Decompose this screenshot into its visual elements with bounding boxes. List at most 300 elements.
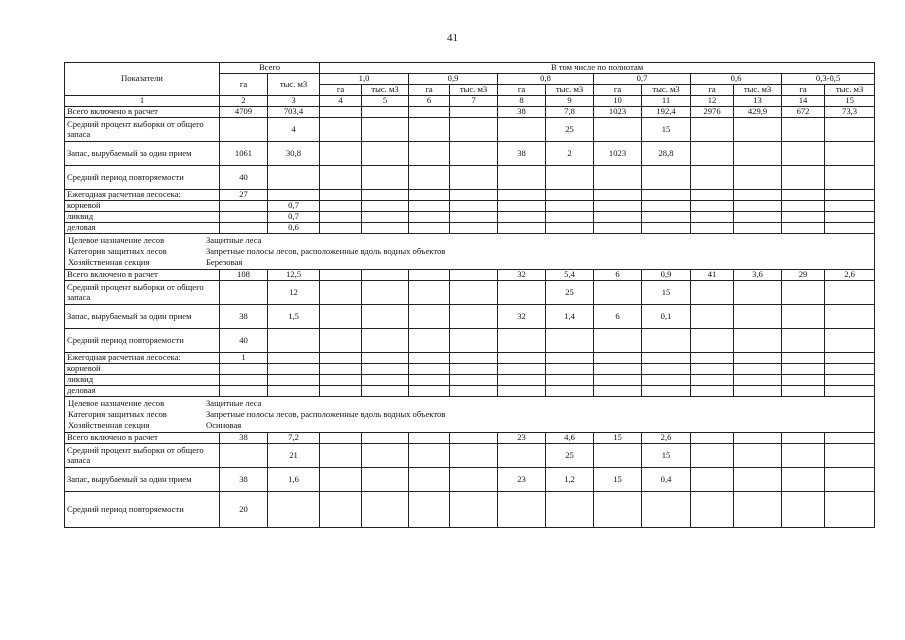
table-cell xyxy=(320,444,362,468)
table-cell xyxy=(642,212,691,223)
table-cell xyxy=(734,444,782,468)
row-label: Ежегодная расчетная лесосека: xyxy=(65,190,220,201)
table-cell xyxy=(220,375,268,386)
table-cell: 192,4 xyxy=(642,107,691,118)
table-cell: 0,4 xyxy=(642,468,691,492)
table-cell xyxy=(825,142,875,166)
row-label: корневой xyxy=(65,201,220,212)
table-cell: 32 xyxy=(498,270,546,281)
table-cell xyxy=(825,364,875,375)
table-cell xyxy=(642,329,691,353)
table-cell xyxy=(268,166,320,190)
table-cell xyxy=(546,364,594,375)
table-cell xyxy=(594,375,642,386)
header-density: 1,0 xyxy=(320,74,409,85)
table-cell xyxy=(691,201,734,212)
table-cell: 6 xyxy=(594,270,642,281)
row-label: Всего включено в расчет xyxy=(65,107,220,118)
table-row xyxy=(65,223,875,234)
table-cell: 38 xyxy=(498,107,546,118)
table-cell xyxy=(498,201,546,212)
table-cell xyxy=(362,281,409,305)
row-label: Всего включено в расчет xyxy=(65,270,220,281)
header-density: 0,8 xyxy=(498,74,594,85)
info-key: Хозяйственная секция xyxy=(68,420,150,430)
info-value: Защитные леса xyxy=(206,398,262,408)
table-cell xyxy=(642,166,691,190)
table-cell xyxy=(498,444,546,468)
table-cell: 1023 xyxy=(594,142,642,166)
table-cell xyxy=(825,353,875,364)
table-cell xyxy=(642,190,691,201)
table-cell: 2,6 xyxy=(642,433,691,444)
column-number: 15 xyxy=(825,96,875,107)
table-cell xyxy=(782,375,825,386)
row-label: Ежегодная расчетная лесосека: xyxy=(65,353,220,364)
info-key: Целевое назначение лесов xyxy=(68,398,165,408)
table-cell xyxy=(498,386,546,397)
table-cell: 4 xyxy=(268,118,320,142)
table-cell xyxy=(825,223,875,234)
row-label: Всего включено в расчет xyxy=(65,433,220,444)
table-cell xyxy=(409,353,450,364)
table-cell: 41 xyxy=(691,270,734,281)
table-cell xyxy=(220,212,268,223)
column-number: 13 xyxy=(734,96,782,107)
table-cell xyxy=(825,329,875,353)
info-line-section xyxy=(68,420,871,431)
table-cell: 429,9 xyxy=(734,107,782,118)
table-cell: 28,8 xyxy=(642,142,691,166)
table-cell xyxy=(642,375,691,386)
table-row xyxy=(65,468,875,492)
header-unit-volume: тыс. м3 xyxy=(825,85,875,96)
table-cell xyxy=(320,329,362,353)
table-cell xyxy=(782,281,825,305)
info-line-category xyxy=(68,246,871,257)
table-cell xyxy=(734,492,782,528)
table-cell xyxy=(734,201,782,212)
table-cell xyxy=(825,468,875,492)
table-row xyxy=(65,305,875,329)
header-indicators: Показатели xyxy=(65,63,220,96)
table-cell: 38 xyxy=(498,142,546,166)
header-unit-volume: тыс. м3 xyxy=(642,85,691,96)
table-cell: 12 xyxy=(268,281,320,305)
header-total: Всего xyxy=(220,63,320,74)
table-cell xyxy=(362,142,409,166)
table-cell xyxy=(594,364,642,375)
table-cell xyxy=(734,433,782,444)
table-cell: 15 xyxy=(594,433,642,444)
header-unit-ha: га xyxy=(320,85,362,96)
table-cell: 21 xyxy=(268,444,320,468)
column-number: 6 xyxy=(409,96,450,107)
table-cell xyxy=(450,468,498,492)
table-cell: 15 xyxy=(642,118,691,142)
table-cell xyxy=(498,329,546,353)
table-cell xyxy=(362,375,409,386)
table-cell: 1061 xyxy=(220,142,268,166)
table-cell xyxy=(362,166,409,190)
table-cell xyxy=(691,223,734,234)
table-cell xyxy=(734,386,782,397)
table-cell xyxy=(691,305,734,329)
table-row xyxy=(65,166,875,190)
table-cell: 20 xyxy=(220,492,268,528)
table-row xyxy=(65,433,875,444)
table-cell: 38 xyxy=(220,468,268,492)
table-cell xyxy=(594,353,642,364)
table-cell xyxy=(825,201,875,212)
table-cell xyxy=(409,433,450,444)
table-cell xyxy=(691,329,734,353)
column-number: 1 xyxy=(65,96,220,107)
table-cell: 73,3 xyxy=(825,107,875,118)
table-cell xyxy=(450,166,498,190)
table-cell xyxy=(362,118,409,142)
table-cell xyxy=(642,223,691,234)
table-cell xyxy=(320,364,362,375)
table-cell xyxy=(268,329,320,353)
table-cell xyxy=(362,492,409,528)
row-label: деловая xyxy=(65,223,220,234)
table-cell xyxy=(546,375,594,386)
table-cell xyxy=(782,433,825,444)
table-row xyxy=(65,364,875,375)
table-cell xyxy=(320,166,362,190)
table-cell xyxy=(220,223,268,234)
page-number: 41 xyxy=(447,32,458,44)
table-cell xyxy=(734,329,782,353)
table-cell xyxy=(594,386,642,397)
header-density: 0,6 xyxy=(691,74,782,85)
table-cell xyxy=(691,118,734,142)
table-cell xyxy=(546,201,594,212)
table-cell xyxy=(691,190,734,201)
table-cell: 1,2 xyxy=(546,468,594,492)
table-cell xyxy=(782,305,825,329)
table-cell: 5,4 xyxy=(546,270,594,281)
table-cell xyxy=(825,433,875,444)
table-cell xyxy=(642,386,691,397)
info-value: Запретные полосы лесов, расположенные вдоль водных объектов xyxy=(206,409,446,419)
table-cell xyxy=(782,223,825,234)
table-cell: 1,6 xyxy=(268,468,320,492)
table-cell xyxy=(450,223,498,234)
table-row xyxy=(65,375,875,386)
info-line-category xyxy=(68,409,871,420)
table-cell xyxy=(450,433,498,444)
table-cell xyxy=(409,223,450,234)
column-number: 2 xyxy=(220,96,268,107)
table-cell xyxy=(220,201,268,212)
header-density: 0,3-0,5 xyxy=(782,74,875,85)
table-cell xyxy=(220,386,268,397)
info-line-purpose xyxy=(68,398,871,409)
table-cell xyxy=(782,212,825,223)
table-cell xyxy=(450,281,498,305)
table-cell xyxy=(691,444,734,468)
table-cell: 25 xyxy=(546,444,594,468)
table-cell xyxy=(691,433,734,444)
table-cell: 2,6 xyxy=(825,270,875,281)
table-cell: 3,6 xyxy=(734,270,782,281)
table-cell xyxy=(782,492,825,528)
table-cell xyxy=(691,142,734,166)
table-cell: 6 xyxy=(594,305,642,329)
table-cell xyxy=(409,375,450,386)
table-cell xyxy=(220,118,268,142)
header-unit-volume: тыс. м3 xyxy=(450,85,498,96)
table-cell xyxy=(320,386,362,397)
table-row xyxy=(65,118,875,142)
row-label: Средний период повторяемости xyxy=(65,166,220,190)
table-cell xyxy=(546,492,594,528)
row-label: Средний процент выборки от общего запаса xyxy=(65,444,220,468)
table-cell xyxy=(691,166,734,190)
table-cell xyxy=(409,190,450,201)
table-cell xyxy=(691,468,734,492)
row-label: Средний период повторяемости xyxy=(65,492,220,528)
table-cell xyxy=(782,444,825,468)
info-value: Березовая xyxy=(206,257,243,267)
table-row xyxy=(65,270,875,281)
table-cell: 108 xyxy=(220,270,268,281)
table-cell xyxy=(320,118,362,142)
table-cell: 0,1 xyxy=(642,305,691,329)
info-line-section xyxy=(68,257,871,268)
table-row xyxy=(65,212,875,223)
table-cell xyxy=(409,281,450,305)
table-cell: 38 xyxy=(220,433,268,444)
table-cell xyxy=(362,201,409,212)
table-cell xyxy=(268,353,320,364)
table-cell xyxy=(362,468,409,492)
info-line-purpose xyxy=(68,235,871,246)
table-cell xyxy=(782,142,825,166)
table-cell xyxy=(782,353,825,364)
table-cell xyxy=(825,212,875,223)
table-cell: 4,6 xyxy=(546,433,594,444)
table-cell: 25 xyxy=(546,281,594,305)
table-cell xyxy=(320,281,362,305)
table-cell xyxy=(409,492,450,528)
table-cell xyxy=(450,190,498,201)
table-row xyxy=(65,386,875,397)
table-cell xyxy=(409,329,450,353)
table-row xyxy=(65,492,875,528)
table-cell xyxy=(782,118,825,142)
table-cell xyxy=(320,433,362,444)
table-cell xyxy=(594,281,642,305)
table-cell xyxy=(594,212,642,223)
table-cell: 40 xyxy=(220,166,268,190)
table-cell xyxy=(594,329,642,353)
table-cell: 7,8 xyxy=(546,107,594,118)
column-number-row xyxy=(65,96,875,107)
table-cell xyxy=(825,375,875,386)
table-cell xyxy=(450,201,498,212)
table-cell xyxy=(220,364,268,375)
table-cell xyxy=(362,433,409,444)
table-cell: 15 xyxy=(642,281,691,305)
table-cell xyxy=(362,223,409,234)
table-cell xyxy=(825,305,875,329)
column-number: 11 xyxy=(642,96,691,107)
table-cell xyxy=(825,190,875,201)
table-cell xyxy=(409,118,450,142)
header-unit-volume: тыс. м3 xyxy=(546,85,594,96)
column-number: 5 xyxy=(362,96,409,107)
table-cell xyxy=(782,329,825,353)
column-number: 8 xyxy=(498,96,546,107)
header-unit-ha: га xyxy=(691,85,734,96)
table-cell xyxy=(362,305,409,329)
table-cell: 2 xyxy=(546,142,594,166)
row-label: Запас, вырубаемый за один прием xyxy=(65,142,220,166)
row-label: Средний период повторяемости xyxy=(65,329,220,353)
table-cell xyxy=(782,166,825,190)
table-cell: 32 xyxy=(498,305,546,329)
table-cell: 15 xyxy=(642,444,691,468)
table-cell: 23 xyxy=(498,468,546,492)
table-cell: 1 xyxy=(220,353,268,364)
table-cell: 1023 xyxy=(594,107,642,118)
table-cell xyxy=(320,201,362,212)
table-cell xyxy=(782,201,825,212)
table-cell: 703,4 xyxy=(268,107,320,118)
table-cell xyxy=(734,118,782,142)
info-value: Запретные полосы лесов, расположенные вдоль водных объектов xyxy=(206,246,446,256)
table-cell xyxy=(734,353,782,364)
table-cell xyxy=(362,270,409,281)
table-cell xyxy=(498,364,546,375)
table-cell xyxy=(546,190,594,201)
table-row xyxy=(65,142,875,166)
table-cell xyxy=(734,305,782,329)
row-label: Средний процент выборки от общего запаса xyxy=(65,118,220,142)
table-cell: 7,2 xyxy=(268,433,320,444)
row-label: Запас, вырубаемый за один прием xyxy=(65,305,220,329)
info-key: Целевое назначение лесов xyxy=(68,235,165,245)
column-number: 7 xyxy=(450,96,498,107)
column-number: 12 xyxy=(691,96,734,107)
table-cell xyxy=(734,468,782,492)
table-cell xyxy=(691,212,734,223)
table-row xyxy=(65,444,875,468)
table-cell: 30,8 xyxy=(268,142,320,166)
table-cell xyxy=(594,492,642,528)
table-cell xyxy=(546,212,594,223)
table-cell xyxy=(691,364,734,375)
header-unit-ha: га xyxy=(498,85,546,96)
table-cell xyxy=(450,329,498,353)
table-cell xyxy=(450,364,498,375)
header-by-density: В том числе по полнотам xyxy=(320,63,875,74)
table-cell xyxy=(220,444,268,468)
table-cell xyxy=(320,270,362,281)
table-cell xyxy=(320,492,362,528)
table-row xyxy=(65,107,875,118)
table-cell xyxy=(450,444,498,468)
table-cell: 29 xyxy=(782,270,825,281)
table-cell xyxy=(409,212,450,223)
table-cell xyxy=(734,364,782,375)
column-number: 4 xyxy=(320,96,362,107)
table-cell: 0,6 xyxy=(268,223,320,234)
row-label: корневой xyxy=(65,364,220,375)
header-unit-ha: га xyxy=(594,85,642,96)
table-cell xyxy=(594,166,642,190)
table-cell xyxy=(362,353,409,364)
table-cell xyxy=(498,492,546,528)
column-number: 14 xyxy=(782,96,825,107)
table-cell xyxy=(320,107,362,118)
table-cell xyxy=(362,444,409,468)
table-cell xyxy=(594,118,642,142)
table-cell xyxy=(825,166,875,190)
table-cell xyxy=(450,375,498,386)
table-cell xyxy=(362,212,409,223)
info-value: Защитные леса xyxy=(206,235,262,245)
table-cell xyxy=(362,190,409,201)
table-cell xyxy=(642,353,691,364)
table-cell xyxy=(498,353,546,364)
column-number: 3 xyxy=(268,96,320,107)
table-cell xyxy=(498,281,546,305)
harvest-table xyxy=(64,62,875,528)
header-density: 0,7 xyxy=(594,74,691,85)
table-cell xyxy=(320,190,362,201)
info-key: Категория защитных лесов xyxy=(68,246,167,256)
table-cell xyxy=(320,305,362,329)
table-cell: 1,4 xyxy=(546,305,594,329)
table-cell xyxy=(498,190,546,201)
header-total-volume: тыс. м3 xyxy=(268,74,320,96)
table-cell xyxy=(450,142,498,166)
table-cell xyxy=(594,223,642,234)
table-cell xyxy=(825,492,875,528)
table-cell xyxy=(450,353,498,364)
table-cell xyxy=(734,190,782,201)
table-row xyxy=(65,281,875,305)
table-cell xyxy=(409,201,450,212)
table-cell xyxy=(594,201,642,212)
table-cell xyxy=(546,386,594,397)
table-cell: 4709 xyxy=(220,107,268,118)
table-cell xyxy=(362,386,409,397)
table-cell xyxy=(642,492,691,528)
table-cell xyxy=(409,386,450,397)
table-cell xyxy=(450,107,498,118)
table-cell xyxy=(825,281,875,305)
table-cell xyxy=(409,305,450,329)
table-cell xyxy=(546,166,594,190)
info-value: Осиновая xyxy=(206,420,242,430)
table-cell xyxy=(546,329,594,353)
table-cell xyxy=(450,118,498,142)
table-cell: 672 xyxy=(782,107,825,118)
table-cell xyxy=(409,107,450,118)
table-cell xyxy=(320,468,362,492)
table-cell xyxy=(268,386,320,397)
table-cell xyxy=(268,375,320,386)
table-row xyxy=(65,201,875,212)
table-row xyxy=(65,353,875,364)
table-cell xyxy=(734,223,782,234)
row-label: ликвид xyxy=(65,375,220,386)
